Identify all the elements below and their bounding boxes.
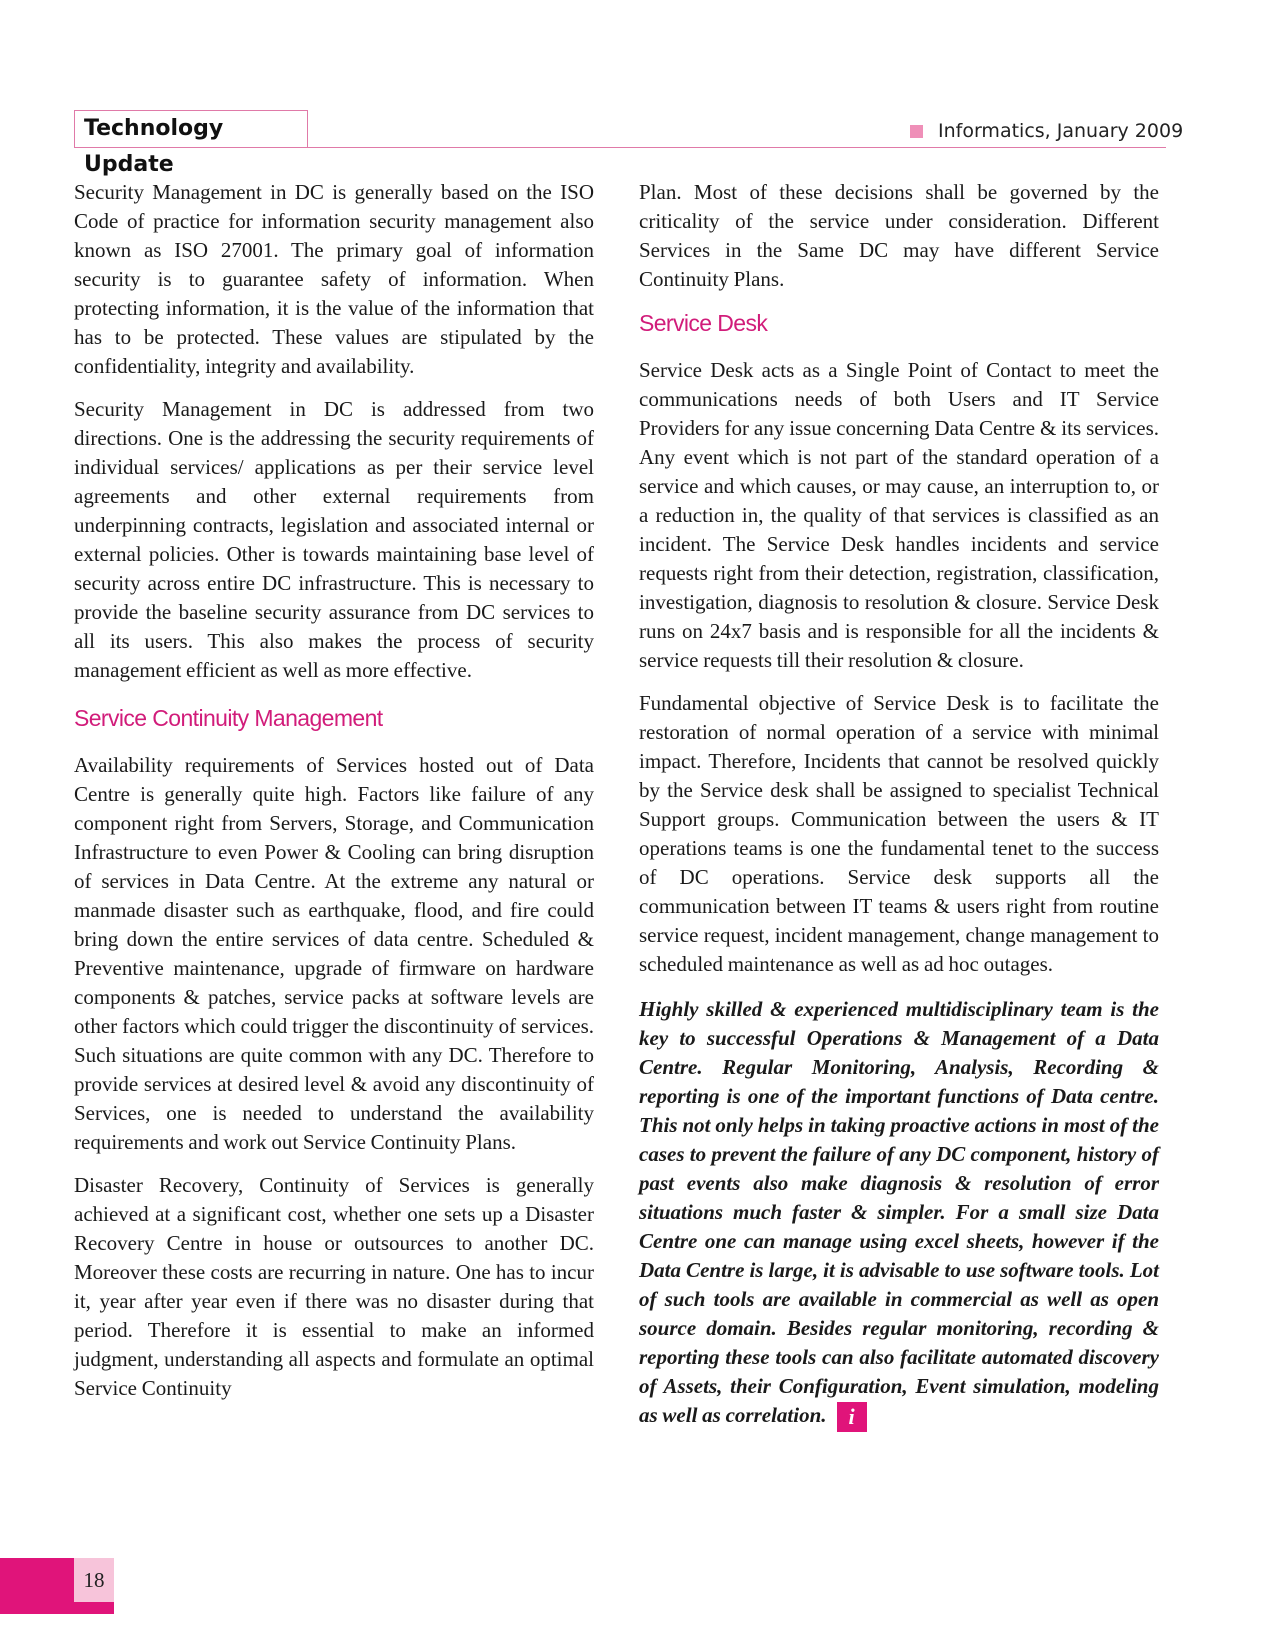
highlight-paragraph <box>639 995 1159 1432</box>
info-icon: i <box>837 1402 867 1432</box>
publication-label: Informatics, January 2009 <box>938 120 1184 142</box>
highlight-text: Highly skilled & experienced multidisciplinary team is the key to successful Operations & Management of a Data Centre. Regular Monitoring, Analysis, Recording & reporting is one of the important functions of Data centre. This not only helps in taking proactive actions in most of the cases to prevent the failure of any DC component, history of past events also make diagnosis & resolution of error situations much faster & simpler. For a small size Data Centre one can manage using excel sheets, however if the Data Centre is large, it is advisable to use software tools. Lot of such tools are available in commercial as well as open source domain. Besides regular monitoring, recording & reporting these tools can also facilitate automated discovery of Assets, their Configuration, Event simulation, modeling as well as correlation. <box>639 997 1159 1427</box>
header-square-icon <box>910 125 923 138</box>
right-column <box>639 178 1159 1446</box>
paragraph: Security Management in DC is generally based on the ISO Code of practice for information security management also known as ISO 27001. The primary goal of information security is to guarantee safety of information. When protecting information, it is the value of the information that has to be protected. These values are stipulated by the confidentiality, integrity and availability. <box>74 180 594 378</box>
footer-accent-bar <box>0 1558 74 1614</box>
left-column <box>74 178 594 1417</box>
paragraph: Fundamental objective of Service Desk is to facilitate the restoration of normal operation of a service with minimal impact. Therefore, Incidents that cannot be resolved quickly by the Service desk shall be assigned to specialist Technical Support groups. Communication between the users & IT operations teams is one the fundamental tenet to the success of DC operations. Service desk supports all the communication between IT teams & users right from routine service request, incident management, change management to scheduled maintenance as well as ad hoc outages. <box>639 691 1159 976</box>
paragraph: Security Management in DC is addressed from two directions. One is the addressing the security requirements of individual services/ applications as per their service level agreements and other external requirements from underpinning contracts, legislation and associated internal or external policies. Other is towards maintaining base level of security across entire DC infrastructure. This is necessary to provide the baseline security assurance from DC services to all its users. This also makes the process of security management efficient as well as more effective. <box>74 397 594 682</box>
paragraph: Service Desk acts as a Single Point of Contact to meet the communications needs of both Users and IT Service Providers for any issue concerning Data Centre & its services. Any event which is not part of the standard operation of a service and which causes, or may cause, an interruption to, or a reduction in, the quality of that services is classified as an incident. The Service Desk handles incidents and service requests right from their detection, registration, classification, investigation, diagnosis to resolution & closure. Service Desk runs on 24x7 basis and is responsible for all the incidents & service requests till their resolution & closure. <box>639 358 1159 672</box>
header-rule <box>308 147 1166 148</box>
footer-page-underline <box>74 1602 114 1614</box>
section-heading: Service Desk <box>639 310 768 336</box>
page-number: 18 <box>83 1568 105 1592</box>
paragraph: Plan. Most of these decisions shall be governed by the criticality of the service under consideration. Different Services in the Same DC may have different Service Continuity Plans. <box>639 180 1159 291</box>
section-heading: Service Continuity Management <box>74 705 383 731</box>
section-title: Technology Update <box>74 110 308 148</box>
paragraph: Disaster Recovery, Continuity of Services is generally achieved at a significant cost, whether one sets up a Disaster Recovery Centre in house or outsources to another DC. Moreover these costs are recurring in nature. One has to incur it, year after year even if there was no disaster during that period. Therefore it is essential to make an informed judgment, understanding all aspects and formulate an optimal Service Continuity <box>74 1173 594 1400</box>
paragraph: Availability requirements of Services hosted out of Data Centre is generally quite high. Factors like failure of any component right from Servers, Storage, and Communication Infrastructure to even Power & Cooling can bring disruption of services in Data Centre. At the extreme any natural or manmade disaster such as earthquake, flood, and fire could bring down the entire services of data centre. Scheduled & Preventive maintenance, upgrade of firmware on hardware components & patches, service packs at software levels are other factors which could trigger the discontinuity of services. Such situations are quite common with any DC. Therefore to provide services at desired level & avoid any discontinuity of Services, one is needed to understand the availability requirements and work out Service Continuity Plans. <box>74 753 594 1154</box>
